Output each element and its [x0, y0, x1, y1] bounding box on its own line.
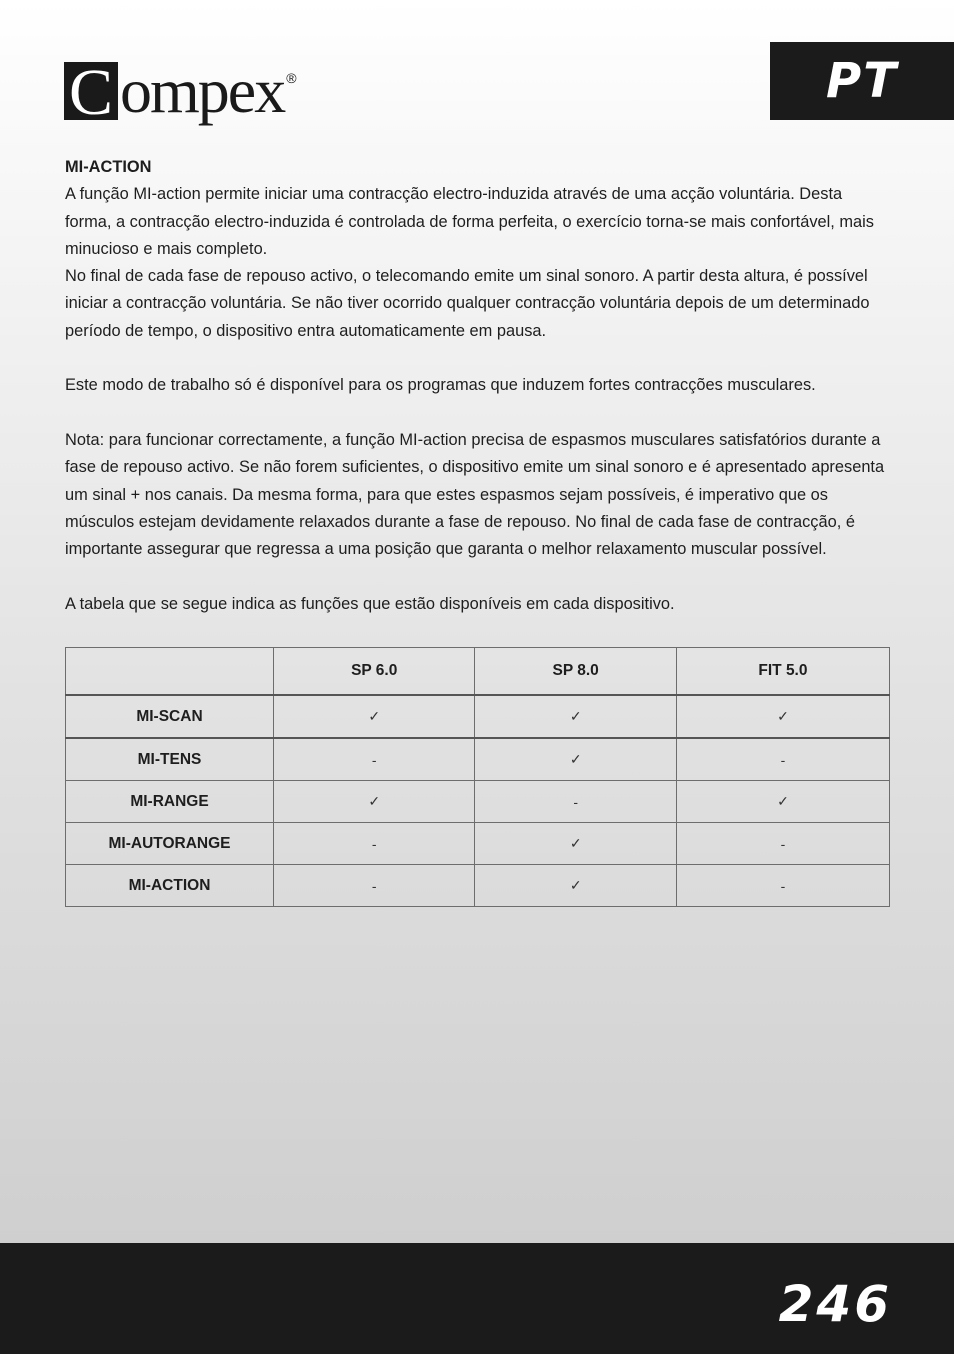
row-label: MI-ACTION: [66, 865, 274, 907]
table-cell: -: [676, 738, 889, 781]
table-cell: -: [676, 865, 889, 907]
table-header-row: [66, 648, 890, 696]
logo-letter-box: C: [64, 62, 118, 120]
compex-logo: [64, 44, 297, 126]
row-label: MI-AUTORANGE: [66, 823, 274, 865]
table-cell: ✓: [475, 865, 676, 907]
footer-bar: [0, 1243, 954, 1354]
table-row: [66, 823, 890, 865]
table-header-sp60: SP 6.0: [274, 648, 475, 696]
row-label: MI-TENS: [66, 738, 274, 781]
language-tab: PT: [770, 42, 954, 120]
logo-wordmark: ompex: [120, 55, 285, 126]
table-cell: -: [676, 823, 889, 865]
table-cell: ✓: [676, 781, 889, 823]
row-label: MI-RANGE: [66, 781, 274, 823]
page-number: 246: [778, 1275, 892, 1333]
table-cell: ✓: [676, 695, 889, 738]
table-cell: -: [274, 823, 475, 865]
paragraph-intro: A função MI-action permite iniciar uma contracção electro-induzida através de uma acção voluntária. Desta forma, a contracção electro-induzida é controlada de forma perfeita, o exercício torna-se mais confortável, mais minucioso e mais completo.: [65, 185, 874, 258]
table-cell: -: [274, 738, 475, 781]
paragraph-availability: Este modo de trabalho só é disponível para os programas que induzem fortes contracções musculares.: [65, 376, 816, 395]
table-row: [66, 738, 890, 781]
row-label: MI-SCAN: [66, 695, 274, 738]
paragraph-table-intro: A tabela que se segue indica as funções que estão disponíveis em cada dispositivo.: [65, 594, 675, 613]
registered-mark: ®: [286, 70, 297, 86]
paragraph-signal: No final de cada fase de repouso activo, o telecomando emite um sinal sonoro. A partir desta altura, é possível iniciar a contracção voluntária. Se não tiver ocorrido qualquer contracção voluntária depois de um determinado período de tempo, o dispositivo entra automaticamente em pausa.: [65, 267, 870, 340]
table-row: [66, 781, 890, 823]
table-cell: ✓: [475, 695, 676, 738]
table-header-fit50: FIT 5.0: [676, 648, 889, 696]
table-header-sp80: SP 8.0: [475, 648, 676, 696]
table-cell: -: [274, 865, 475, 907]
table-cell: ✓: [274, 781, 475, 823]
table-cell: ✓: [475, 738, 676, 781]
table-row: [66, 865, 890, 907]
main-content: [65, 154, 891, 618]
paragraph-note: Nota: para funcionar correctamente, a função MI-action precisa de espasmos musculares satisfatórios durante a fase de repouso activo. Se não forem suficientes, o dispositivo emite um sinal sonoro e é apresentado apresenta um sinal + nos canais. Da mesma forma, para que estes espasmos sejam possíveis, é imperativo que os músculos estejam devidamente relaxados durante a fase de repouso. No final de cada fase de contracção, é importante assegurar que regressa a uma posição que garanta o melhor relaxamento muscular possível.: [65, 430, 885, 559]
table-cell: ✓: [475, 823, 676, 865]
functions-table: [65, 647, 890, 907]
table-header-empty: [66, 648, 274, 696]
table-cell: -: [475, 781, 676, 823]
section-heading: MI-ACTION: [65, 158, 152, 176]
table-row: [66, 695, 890, 738]
table-cell: ✓: [274, 695, 475, 738]
